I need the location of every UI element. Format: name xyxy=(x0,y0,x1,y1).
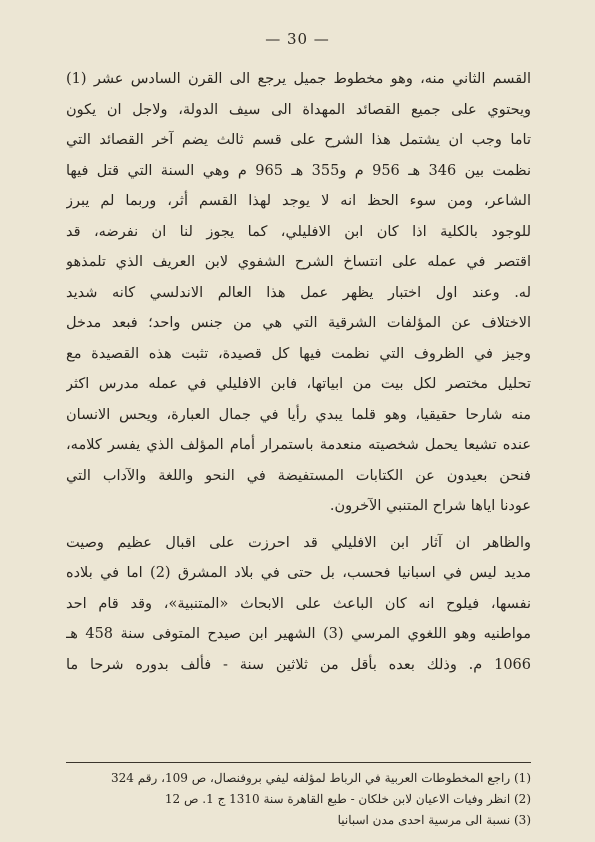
footnote-divider xyxy=(66,762,531,763)
text-line: عنده تشيعا يحمل شخصيته منعدمة باستمرار أمام المؤلف الذي يفسر كلامه، xyxy=(66,437,531,453)
page-number: — 30 — xyxy=(265,30,330,48)
footnote-2: (2) انظر وفيات الاعيان لابن خلكان - طبع القاهرة سنة 1310 ج 1. ص 12 xyxy=(164,792,531,806)
text-line: الاختلاف عن المؤلفات الشرقية التي هي من جنس واحد؛ فبعد مدخل xyxy=(66,315,531,331)
body-text xyxy=(66,64,531,680)
text-line: نفسها، فيلوح انه كان الباعث على الابحاث «المتنبية»، وقد قام احد xyxy=(66,595,531,612)
text-line: مواطنيه وهو اللغوي المرسي (3) الشهير ابن صيدح المتوفى سنة 458 هـ xyxy=(66,626,531,642)
text-line: منه شارحا حقيقيا، وهو قلما يبدي رأيا في جمال العبارة، ويحس الانسان xyxy=(66,406,531,423)
text-line: تحليل مختصر لكل بيت من ابياتها، فابن الافليلي في عمله مدرس اكثر xyxy=(66,376,531,392)
paragraph-2 xyxy=(66,528,531,681)
text-line: 1066 م. وذلك بعده بأقل من ثلاثين سنة - فألف بدوره شرحا ما xyxy=(66,656,531,673)
text-line: اقتصر في عمله على انتساخ الشرح الشفوي لابن العريف الذي تلمذهو xyxy=(66,254,531,270)
text-line: ويحتوي على جميع القصائد المهداة الى سيف الدولة، ولاجل ان يكون xyxy=(66,101,531,118)
text-line: وجيز في الظروف التي نظمت فيها كل قصيدة، تثبت هذه القصيدة مع xyxy=(66,345,531,362)
text-line: له. وعند اول اختبار يظهر عمل هذا العالم الاندلسي كانه شديد xyxy=(66,284,531,301)
text-line: القسم الثاني منه، وهو مخطوط جميل يرجع الى القرن السادس عشر (1) xyxy=(66,71,531,87)
footnotes xyxy=(66,768,531,831)
text-line: فنحن بعيدون عن الكتابات المستفيضة في النحو واللغة والآداب التي xyxy=(66,467,531,484)
text-line: مديد ليس في اسبانيا فحسب، بل حتى في بلاد المشرق (2) اما في بلاده xyxy=(66,565,531,581)
text-line: الشاعر، ومن سوء الحظ انه لا يوجد لهذا القسم أثر، وربما لم يبرز xyxy=(66,193,531,209)
text-line: والظاهر ان آثار ابن الافليلي قد احرزت على اقبال عظيم وصيت xyxy=(66,534,531,551)
text-line: نظمت بين 346 هـ 956 م و355 هـ 965 م وهي السنة التي قتل فيها xyxy=(66,162,531,179)
footnote-3: (3) نسبة الى مرسية احدى مدن اسبانيا xyxy=(337,813,531,827)
text-line: عودنا اياها شراح المتنبي الآخرون. xyxy=(329,498,531,514)
footnote-1: (1) راجع المخطوطات العربية في الرباط لمؤلفه ليفي بروفنصال، ص 109، رقم 324 xyxy=(111,771,531,785)
text-line: تاما وجب ان يشتمل هذا الشرح على قسم ثالث يضم آخر القصائد التي xyxy=(66,132,531,148)
text-line: للوجود بالكلية اذا كان ابن الافليلي، كما يجوز لنا ان نفرضه، قد xyxy=(66,223,531,240)
paragraph-1 xyxy=(66,64,531,522)
